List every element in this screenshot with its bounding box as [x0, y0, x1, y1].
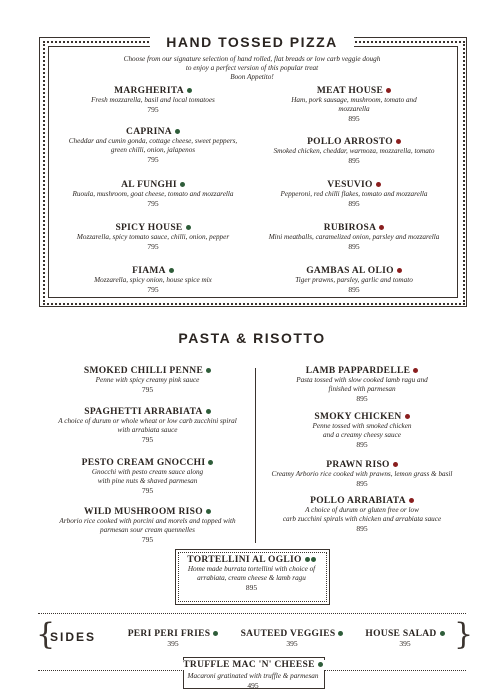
item-description: Pepperoni, red chilli flakes, tomato and mozzarella — [280, 190, 428, 198]
veg-indicator-icon — [206, 509, 211, 514]
veg-indicator-icon — [175, 129, 180, 134]
item-name: PERI PERI FRIES — [127, 629, 211, 639]
item-name: TRUFFLE MAC 'N' CHEESE — [183, 660, 315, 670]
item-price: 895 — [245, 583, 258, 592]
item-description: Ruoula, mushroom, goat cheese, tomato and mozzarella — [72, 190, 234, 198]
item-price: 795 — [147, 242, 159, 251]
item-name: SAUTEED VEGGIES — [240, 629, 336, 639]
non-veg-indicator-icon — [405, 414, 410, 419]
item-price: 895 — [348, 156, 360, 165]
veg-indicator-icon — [169, 268, 174, 273]
item-description: parmesan sour cream quennelles — [100, 526, 195, 534]
non-veg-indicator-icon — [396, 139, 401, 144]
item-name: POLLO ARROSTO — [307, 137, 393, 147]
non-veg-indicator-icon — [397, 268, 402, 273]
item-name: SPAGHETTI ARRABIATA — [84, 407, 203, 417]
right-brace-icon: } — [454, 617, 474, 652]
item-name: SPICY HOUSE — [115, 223, 183, 233]
item-description: finished with parmesan — [328, 385, 396, 393]
item-name: CAPRINA — [126, 127, 172, 137]
item-description: carb zucchini spirals with chicken and arrabiata sauce — [282, 515, 442, 523]
item-description: Creamy Arborio rice cooked with prawns, lemon grass & basil — [271, 470, 453, 478]
veg-indicator-icon — [187, 88, 192, 93]
item-description: arrabiata, cream cheese & lamb ragu — [197, 574, 306, 582]
item-description: with arrabiata sauce — [117, 426, 178, 434]
item-description: Tiger prawns, parsley, garlic and tomato — [295, 276, 413, 284]
item-description: A choice of durum or gluten free or low — [305, 506, 419, 514]
veg-indicator-icon — [338, 631, 343, 636]
item-description: with pine nuts & shaved parmesan — [97, 477, 198, 485]
menu-item-gambas-al-olio — [258, 266, 450, 294]
item-name: VESUVIO — [327, 180, 373, 190]
item-description: Fresh mozzarella, basil and local tomatoes — [91, 96, 215, 104]
item-price: 795 — [147, 285, 159, 294]
menu-item-pesto-cream-gnocchi — [45, 458, 250, 495]
pizza-intro — [100, 55, 404, 82]
veg-indicator-icon — [206, 409, 211, 414]
item-price: 895 — [348, 285, 360, 294]
menu-item-spicy-house — [58, 223, 248, 251]
item-name: WILD MUSHROOM RISO — [84, 507, 203, 517]
menu-item-al-funghi — [58, 180, 248, 208]
item-description: mozzarella — [338, 105, 370, 113]
item-price: 895 — [348, 114, 360, 123]
item-name: HOUSE SALAD — [365, 629, 437, 639]
menu-item-prawn-riso — [262, 460, 462, 488]
item-price: 895 — [356, 440, 368, 449]
item-description: Cheddar and cumin gonda, cottage cheese, sweet peppers, — [68, 137, 238, 145]
veg-indicator-icon — [311, 557, 316, 562]
menu-item-vesuvio — [258, 180, 450, 208]
veg-indicator-icon — [208, 460, 213, 465]
pizza-intro-line: to enjoy a perfect version of this popular treat — [185, 64, 319, 72]
non-veg-indicator-icon — [409, 498, 414, 503]
item-price: 395 — [167, 639, 179, 648]
item-description: and a creamy cheesy sauce — [323, 431, 401, 439]
pizza-intro-line: Boon Appetito! — [230, 73, 274, 81]
item-name: AL FUNGHI — [121, 180, 177, 190]
item-description: Ham, pork sausage, mushroom, tomato and — [291, 96, 417, 104]
item-description: Penne with spicy creamy pink sauce — [95, 376, 200, 384]
non-veg-indicator-icon — [386, 88, 391, 93]
non-veg-indicator-icon — [379, 225, 384, 230]
veg-indicator-icon — [180, 182, 185, 187]
veg-indicator-icon — [305, 557, 310, 562]
veg-indicator-icon — [206, 368, 211, 373]
item-price: 395 — [286, 639, 298, 648]
side-item-house-salad — [355, 629, 455, 648]
non-veg-indicator-icon — [413, 368, 418, 373]
item-name: TORTELLINI AL OGLIO — [187, 555, 302, 565]
item-description: A choice of durum or whole wheat or low carb zucchini spiral — [58, 417, 237, 425]
item-description: Pasta tossed with slow cooked lamb ragu and — [296, 376, 428, 384]
item-name: LAMB PAPPARDELLE — [305, 366, 411, 376]
menu-item-fiama — [58, 266, 248, 294]
item-name: GAMBAS AL OLIO — [306, 266, 394, 276]
pasta-section-title: PASTA & RISOTTO — [178, 330, 326, 346]
menu-item-caprina — [58, 127, 248, 164]
menu-item-tortellini-al-oglio — [178, 555, 325, 592]
menu-item-spaghetti-arrabiata — [45, 407, 250, 444]
non-veg-indicator-icon — [376, 182, 381, 187]
sides-section-title: SIDES — [50, 630, 97, 644]
item-price: 795 — [147, 155, 159, 164]
item-description: Macaroni gratinated with truffle & parmesan — [187, 672, 319, 680]
menu-item-smoky-chicken — [262, 412, 462, 449]
item-price: 895 — [356, 524, 368, 533]
item-price: 895 — [356, 479, 368, 488]
item-name: MEAT HOUSE — [316, 86, 384, 96]
item-description: Penne tossed with smoked chicken — [312, 422, 412, 430]
veg-indicator-icon — [318, 662, 323, 667]
item-description: Smoked chicken, cheddar, warmoza, mozzarella, tomato — [273, 147, 435, 155]
item-description: Gnocchi with pesto cream sauce along — [91, 468, 204, 476]
item-price: 795 — [141, 435, 154, 444]
pizza-intro-line: Choose from our signature selection of hand rolled, flat breads or low carb veggie dough — [123, 55, 381, 63]
left-brace-icon: { — [36, 617, 56, 652]
menu-item-margherita — [58, 86, 248, 114]
menu-item-pollo-arrosto — [258, 137, 450, 165]
item-price: 895 — [356, 394, 368, 403]
item-description: Mozzarella, spicy tomato sauce, chilli, onion, pepper — [76, 233, 230, 241]
item-price: 795 — [141, 535, 154, 544]
sides-top-rule — [38, 613, 466, 614]
item-price: 395 — [399, 639, 411, 648]
non-veg-indicator-icon — [393, 462, 398, 467]
veg-indicator-icon — [186, 225, 191, 230]
item-description: Home made burrata tortellini with choice of — [187, 565, 316, 573]
item-price: 495 — [247, 681, 259, 690]
pizza-section-title: HAND TOSSED PIZZA — [150, 34, 354, 50]
veg-indicator-icon — [213, 631, 218, 636]
menu-item-rubirosa — [258, 223, 450, 251]
menu-item-wild-mushroom-riso — [45, 507, 250, 544]
side-item-truffle-mac-n-cheese — [175, 654, 331, 690]
menu-item-pollo-arrabiata — [262, 496, 462, 533]
item-price: 895 — [348, 242, 360, 251]
item-name: FIAMA — [132, 266, 166, 276]
item-name: SMOKED CHILLI PENNE — [83, 366, 204, 376]
item-name: PRAWN RISO — [326, 460, 390, 470]
item-price: 795 — [147, 199, 159, 208]
menu-item-meat-house — [258, 86, 450, 123]
item-name: RUBIROSA — [323, 223, 377, 233]
item-name: PESTO CREAM GNOCCHI — [81, 458, 206, 468]
item-price: 795 — [141, 385, 154, 394]
item-description: Arborio rice cooked with porcini and morels and topped with — [59, 517, 236, 525]
item-price: 795 — [141, 486, 154, 495]
pizza-frame-inner — [48, 46, 458, 298]
veg-indicator-icon — [440, 631, 445, 636]
item-description: green chilli, onion, jalapenos — [110, 146, 196, 154]
menu-item-smoked-chilli-penne — [45, 366, 250, 394]
item-name: SMOKY CHICKEN — [314, 412, 402, 422]
side-item-sauteed-veggies — [232, 629, 352, 648]
item-name: POLLO ARRABIATA — [310, 496, 406, 506]
column-divider — [255, 368, 256, 543]
item-name: MARGHERITA — [114, 86, 184, 96]
menu-item-lamb-pappardelle — [262, 366, 462, 403]
item-price: 795 — [147, 105, 159, 114]
item-description: Mozzarella, spicy onion, house spice mix — [94, 276, 212, 284]
item-description: Mini meatballs, caramelized onion, parsley and mozzarella — [268, 233, 440, 241]
item-price: 895 — [348, 199, 360, 208]
side-item-peri-peri-fries — [118, 629, 228, 648]
